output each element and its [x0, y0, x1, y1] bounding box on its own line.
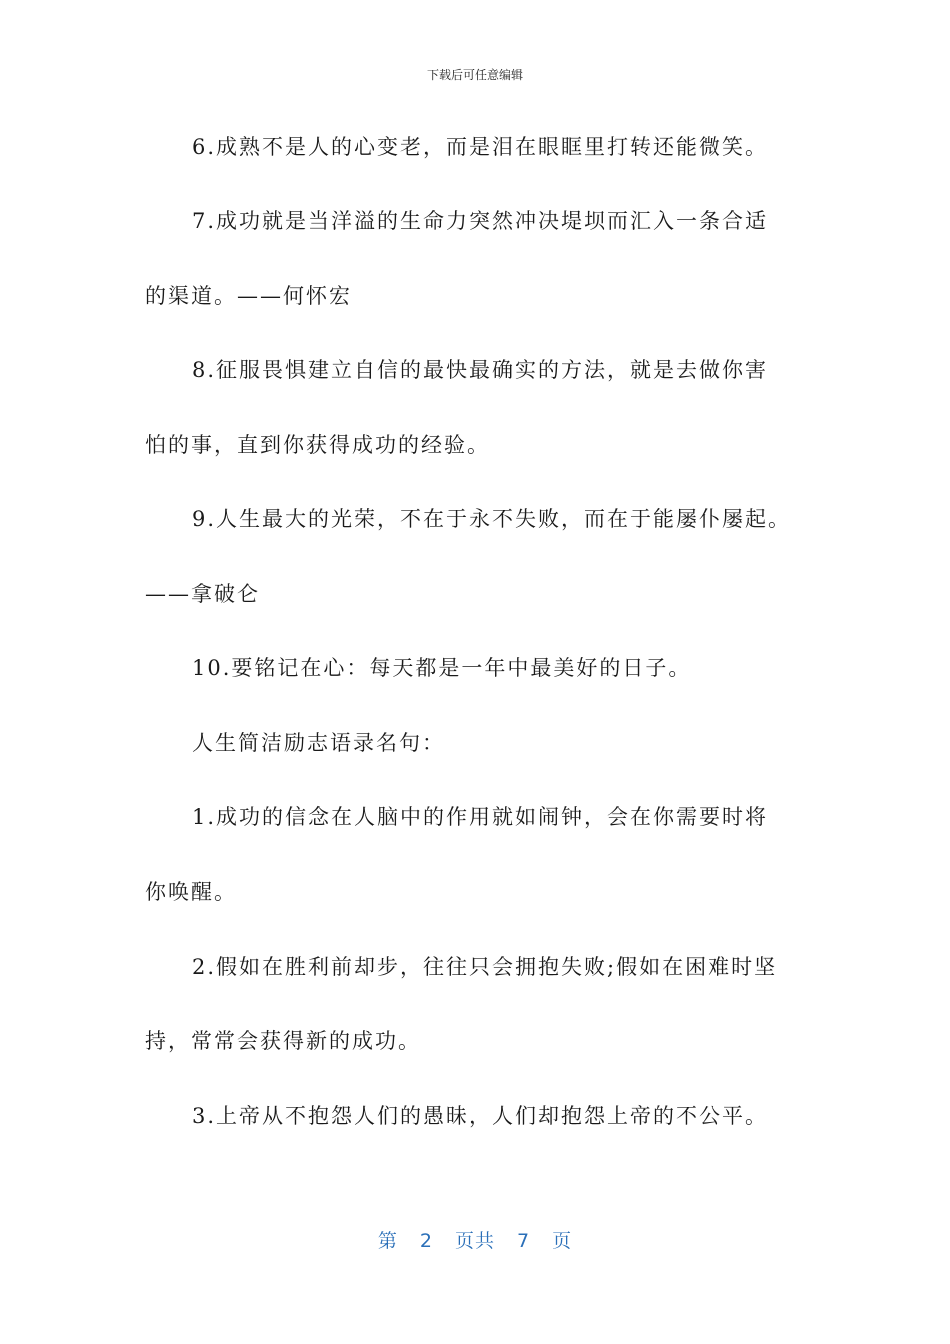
page-header: 下载后可任意编辑 [426, 68, 523, 82]
quote-line: ——拿破仑 [145, 582, 260, 606]
quote-line: 6.成熟不是人的心变老，而是泪在眼眶里打转还能微笑。 [192, 135, 769, 159]
footer-middle: 页共 [454, 1230, 495, 1252]
footer-suffix: 页 [552, 1230, 573, 1252]
footer-current-page: 2 [419, 1230, 433, 1252]
quote-line: 2.假如在胜利前却步，往往只会拥抱失败;假如在困难时坚 [192, 955, 778, 979]
footer-prefix: 第 [377, 1230, 398, 1252]
quote-line: 8.征服畏惧建立自信的最快最确实的方法，就是去做你害 [192, 358, 769, 382]
quote-line: 3.上帝从不抱怨人们的愚昧，人们却抱怨上帝的不公平。 [192, 1104, 769, 1128]
quote-line: 1.成功的信念在人脑中的作用就如闹钟，会在你需要时将 [192, 805, 769, 829]
quote-line: 7.成功就是当洋溢的生命力突然冲决堤坝而汇入一条合适 [192, 209, 769, 233]
footer-total-pages: 7 [517, 1230, 531, 1252]
page-footer [0, 1226, 950, 1253]
quote-line: 你唤醒。 [145, 880, 237, 904]
quote-line: 10.要铭记在心：每天都是一年中最美好的日子。 [192, 656, 692, 680]
quote-line: 怕的事，直到你获得成功的经验。 [145, 433, 490, 457]
quote-line: 持，常常会获得新的成功。 [145, 1029, 421, 1053]
section-heading: 人生简洁励志语录名句： [192, 731, 445, 755]
quote-line: 9.人生最大的光荣，不在于永不失败，而在于能屡仆屡起。 [192, 507, 792, 531]
quote-line: 的渠道。——何怀宏 [145, 284, 352, 308]
